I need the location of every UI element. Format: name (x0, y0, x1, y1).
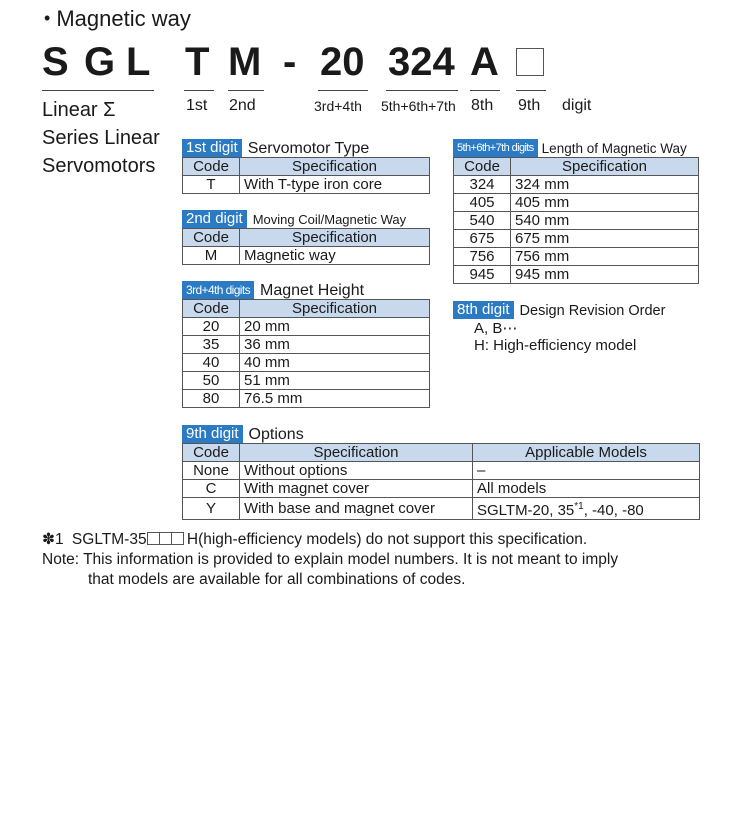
table-row (454, 230, 699, 248)
cell-code: 324 (454, 176, 511, 194)
cell-code: 945 (454, 266, 511, 284)
table-row (183, 336, 430, 354)
underline-1st (184, 90, 214, 91)
cell-models: All models (473, 480, 700, 498)
cell-code: 20 (183, 318, 240, 336)
heading-text: Magnetic way (56, 6, 191, 31)
header-2nd-digit (182, 210, 406, 228)
col-specification: Specification (240, 444, 473, 462)
cell-spec: 20 mm (240, 318, 430, 336)
header-9th-digit (182, 425, 304, 443)
col-code: Code (183, 229, 240, 247)
cell-spec: Without options (240, 462, 473, 480)
cell-spec: With magnet cover (240, 480, 473, 498)
cell-spec: 756 mm (511, 248, 699, 266)
table-567-digits (453, 157, 699, 284)
cell-code: C (183, 480, 240, 498)
col-code: Code (183, 444, 240, 462)
cell-code: T (183, 176, 240, 194)
cell-code: 675 (454, 230, 511, 248)
cell-spec: 324 mm (511, 176, 699, 194)
col-code: Code (183, 158, 240, 176)
table-row (183, 480, 700, 498)
footnote-mark: ✽1 (42, 531, 64, 548)
digit-label-1st: 1st (186, 97, 208, 114)
table-row (183, 390, 430, 408)
cell-spec: 40 mm (240, 354, 430, 372)
cell-code: 50 (183, 372, 240, 390)
underline-2nd (228, 90, 264, 91)
table-header-row (183, 300, 430, 318)
cell-code: 40 (183, 354, 240, 372)
col-applicable-models: Applicable Models (473, 444, 700, 462)
table-row (454, 212, 699, 230)
table-3rd4th-digits (182, 299, 430, 408)
table-header-row (183, 158, 430, 176)
note (42, 550, 618, 570)
digit-label-3rd4th: 3rd+4th (314, 98, 362, 114)
footnotes (42, 530, 618, 590)
cell-spec: 51 mm (240, 372, 430, 390)
digit-label-2nd: 2nd (229, 97, 256, 114)
code-letter-s: S (42, 40, 69, 84)
table-row (454, 266, 699, 284)
code-letter-t: T (185, 40, 210, 84)
table-row (183, 318, 430, 336)
table-header-row (183, 444, 700, 462)
footnote-1 (42, 530, 618, 550)
digit-label-567: 5th+6th+7th (381, 98, 456, 114)
header-8th-digit (453, 301, 665, 319)
title-design-revision: Design Revision Order (519, 303, 666, 319)
table-row (183, 462, 700, 480)
placeholder-box (171, 532, 184, 545)
table-2nd-digit (182, 228, 430, 265)
table-row (454, 176, 699, 194)
cell-code: 80 (183, 390, 240, 408)
series-line-1: Linear Σ (42, 99, 116, 121)
col-code: Code (183, 300, 240, 318)
underline-567 (386, 90, 458, 91)
badge-9th-digit: 9th digit (182, 425, 243, 443)
title-magnet-height: Magnet Height (259, 282, 365, 299)
note-line-2: that models are available for all combinations of codes. (88, 571, 466, 588)
section-heading (44, 6, 191, 32)
table-9th-digit (182, 443, 700, 520)
cell-spec: 36 mm (240, 336, 430, 354)
underline-sgl (42, 90, 154, 91)
badge-1st-digit: 1st digit (182, 139, 242, 157)
title-moving-coil: Moving Coil/Magnetic Way (252, 212, 407, 227)
code-letter-m: M (228, 40, 262, 84)
footnote-text: H(high-efficiency models) do not support this specification. (186, 531, 588, 548)
col-specification: Specification (511, 158, 699, 176)
cell-code: 540 (454, 212, 511, 230)
underline-3rd4th (318, 90, 368, 91)
table-row (183, 354, 430, 372)
table-row (454, 248, 699, 266)
cell-spec: 945 mm (511, 266, 699, 284)
cell-spec: 76.5 mm (240, 390, 430, 408)
digit-label-9th: 9th (518, 97, 541, 114)
table-header-row (183, 229, 430, 247)
revision-h: H: High-efficiency model (474, 337, 637, 354)
table-row (454, 194, 699, 212)
cell-spec: With base and magnet cover (240, 498, 473, 520)
footnote-model-prefix: SGLTM-35 (71, 531, 147, 548)
col-specification: Specification (240, 229, 430, 247)
cell-models: SGLTM-20, 35$^{*1}$, -40, -80 (473, 498, 700, 520)
note-line-1: This information is provided to explain model numbers. It is not meant to imply (83, 551, 619, 568)
col-specification: Specification (240, 158, 430, 176)
table-1st-digit (182, 157, 430, 194)
underline-9th (516, 90, 546, 91)
table-header-row (454, 158, 699, 176)
note-label: Note: (42, 551, 80, 568)
cell-spec: 675 mm (511, 230, 699, 248)
ninth-digit-placeholder-box (516, 48, 544, 76)
cell-code: 35 (183, 336, 240, 354)
underline-8th (470, 90, 500, 91)
badge-567-digits: 5th+6th+7th digits (453, 139, 538, 157)
cell-code: 756 (454, 248, 511, 266)
code-letter-g: G (84, 40, 116, 84)
col-specification: Specification (240, 300, 430, 318)
cell-spec: 405 mm (511, 194, 699, 212)
header-1st-digit (182, 139, 369, 157)
footnote-ref: *1 (574, 501, 584, 512)
table-row (183, 498, 700, 520)
title-length-magnetic-way: Length of Magnetic Way (541, 141, 687, 156)
cell-models: – (473, 462, 700, 480)
table-row (183, 372, 430, 390)
title-servomotor-type: Servomotor Type (247, 140, 370, 157)
table-row (183, 176, 430, 194)
revision-ab: A, B⋯ (474, 320, 518, 337)
badge-2nd-digit: 2nd digit (182, 210, 247, 228)
cell-code: M (183, 247, 240, 265)
series-name (42, 96, 160, 180)
cell-spec: Magnetic way (240, 247, 430, 265)
cell-code: 405 (454, 194, 511, 212)
table-row (183, 247, 430, 265)
title-options: Options (248, 426, 304, 443)
code-letter-l: L (126, 40, 151, 84)
header-3rd4th-digits (182, 281, 364, 299)
series-line-3: Servomotors (42, 155, 156, 177)
badge-8th-digit: 8th digit (453, 301, 514, 319)
header-567-digits (453, 139, 687, 157)
col-code: Code (454, 158, 511, 176)
cell-spec: 540 mm (511, 212, 699, 230)
digit-label-8th: 8th (471, 97, 494, 114)
code-letter-a: A (470, 40, 499, 84)
code-digits-20: 20 (320, 40, 365, 84)
bullet: • (44, 8, 51, 28)
cell-code: Y (183, 498, 240, 520)
badge-3rd4th-digits: 3rd+4th digits (182, 281, 254, 299)
cell-code: None (183, 462, 240, 480)
code-digits-324: 324 (388, 40, 455, 84)
series-line-2: Series Linear (42, 127, 160, 149)
cell-spec: With T-type iron core (240, 176, 430, 194)
code-hyphen: - (283, 40, 297, 84)
digit-label-digit: digit (562, 97, 592, 114)
